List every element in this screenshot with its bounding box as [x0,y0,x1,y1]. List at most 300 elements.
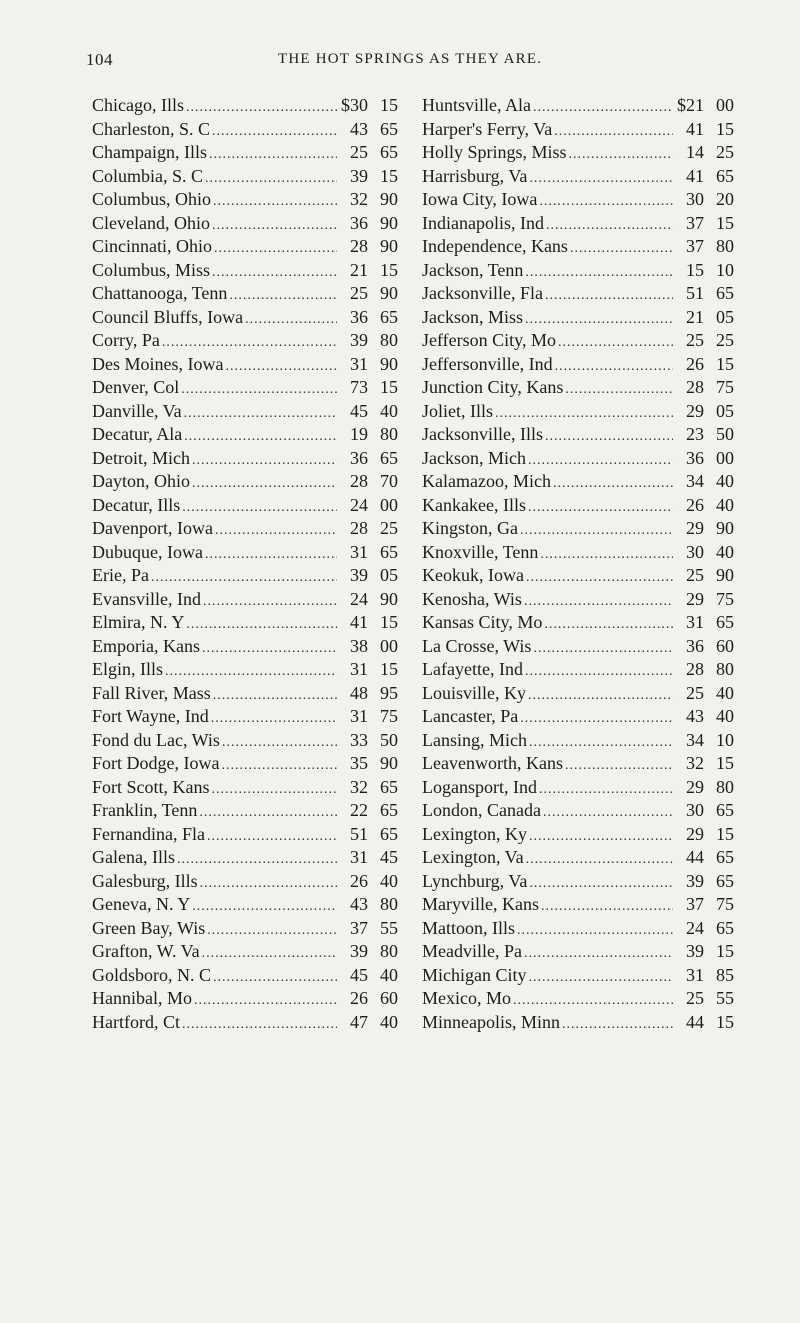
destination-name: Lancaster, Pa [422,706,519,726]
fare-cents: 80 [380,941,398,961]
fare-row [422,189,734,213]
dot-leader [245,312,337,328]
fare-cents: 75 [380,706,398,726]
destination-name: Fernandina, Fla [92,823,205,844]
destination-name: Davenport, Iowa [92,518,213,538]
fare-cents: 05 [380,565,398,585]
fare-cents: 65 [716,283,734,303]
fare-cents: 80 [716,236,734,256]
dot-leader [570,241,673,257]
fare-dollars: 39 [686,941,704,961]
dot-leader [181,382,337,398]
fare-dollars: 29 [686,588,704,609]
fare-row [92,377,398,401]
dot-leader [533,100,673,116]
fare-dollars: 26 [350,870,368,891]
fare-row [422,542,734,566]
destination-name: Jackson, Mich [422,447,526,468]
fare-cents: 60 [380,988,398,1008]
dot-leader [205,547,337,563]
fare-cents: 15 [380,259,398,280]
fare-cents: 80 [380,330,398,350]
fare-dollars: 36 [686,635,704,656]
fare-cents: 15 [716,753,734,773]
destination-name: Fort Dodge, Iowa [92,753,220,773]
dot-leader [545,288,673,304]
fare-row [422,142,734,166]
fare-row [422,448,734,472]
fare-row [422,518,734,542]
fare-row [92,142,398,166]
fare-cents: 00 [380,494,398,515]
dot-leader [192,899,337,915]
destination-name: Jacksonville, Fla [422,283,543,303]
fare-cents: 25 [716,142,734,162]
fare-cents: 05 [716,400,734,421]
dot-leader [212,124,337,140]
destination-name: Logansport, Ind [422,776,537,797]
fare-dollars: 29 [686,776,704,797]
fare-dollars: 34 [686,729,704,750]
fare-cents: 15 [380,95,398,115]
fare-row [92,213,398,237]
fare-row [422,283,734,307]
fare-cents: 90 [380,283,398,303]
fare-row [422,918,734,942]
fare-dollars: 24 [350,588,368,609]
dot-leader [558,335,673,351]
dot-leader [207,829,337,845]
fare-dollars: 48 [350,682,368,703]
destination-name: Galena, Ills [92,847,175,867]
dot-leader [192,476,337,492]
destination-name: Chicago, Ills [92,95,184,115]
dot-leader [203,594,337,610]
page-header [0,50,800,76]
dot-leader [222,735,337,751]
dot-leader [194,993,337,1009]
dot-leader [529,970,674,986]
fare-dollars: 39 [350,941,368,961]
dot-leader [528,688,673,704]
dot-leader [528,500,673,516]
fare-row [92,871,398,895]
fare-cents: 65 [380,541,398,562]
fare-dollars: 15 [686,259,704,280]
dot-leader [539,782,673,798]
fare-dollars: 37 [686,212,704,233]
fare-cents: 90 [380,212,398,233]
destination-name: Decatur, Ala [92,424,183,444]
dot-leader [529,829,673,845]
dot-leader [495,406,673,422]
fare-row [92,918,398,942]
dot-leader [182,1017,337,1033]
fare-row [92,119,398,143]
fare-dollars: 28 [350,236,368,256]
fare-row [92,612,398,636]
dot-leader [202,641,337,657]
fare-row [92,565,398,589]
dot-leader [529,171,673,187]
dot-leader [524,946,673,962]
fare-dollars: 30 [686,189,704,209]
fare-row [92,988,398,1012]
destination-name: Columbia, S. C [92,165,204,186]
fare-row [92,800,398,824]
fare-row [422,730,734,754]
destination-name: Erie, Pa [92,565,149,585]
fare-list-left-column [92,95,398,1035]
destination-name: Joliet, Ills [422,400,493,421]
fare-cents: 15 [380,612,398,632]
fare-dollars: 22 [350,800,368,820]
dot-leader [562,1017,673,1033]
fare-cents: 55 [380,917,398,938]
destination-name: Huntsville, Ala [422,95,531,115]
fare-cents: 65 [380,776,398,797]
dot-leader [544,617,673,633]
fare-cents: 60 [716,635,734,656]
fare-dollars: $30 [341,95,368,115]
fare-dollars: 32 [350,776,368,797]
dot-leader [184,429,337,445]
fare-row [92,589,398,613]
fare-cents: 80 [716,776,734,797]
fare-row [92,236,398,260]
fare-cents: 50 [380,729,398,750]
destination-name: Cleveland, Ohio [92,212,210,233]
fare-dollars: 30 [686,800,704,820]
fare-cents: 15 [716,212,734,233]
fare-dollars: 30 [686,541,704,562]
fare-dollars: 36 [686,447,704,468]
destination-name: Fort Wayne, Ind [92,706,209,726]
fare-cents: 80 [380,424,398,444]
fare-dollars: 31 [350,847,368,867]
fare-dollars: 35 [350,753,368,773]
fare-dollars: 14 [686,142,704,162]
fare-cents: 70 [380,471,398,491]
destination-name: Kankakee, Ills [422,494,526,515]
fare-dollars: 31 [350,353,368,374]
fare-cents: 10 [716,729,734,750]
destination-name: Elgin, Ills [92,659,163,679]
fare-row [422,824,734,848]
fare-row [92,941,398,965]
dot-leader [211,711,337,727]
destination-name: Corry, Pa [92,330,160,350]
dot-leader [520,523,673,539]
fare-row [92,471,398,495]
fare-cents: 20 [716,189,734,209]
fare-dollars: 21 [686,306,704,327]
fare-cents: 65 [380,800,398,820]
dot-leader [207,923,337,939]
fare-cents: 80 [716,659,734,679]
fare-dollars: 36 [350,212,368,233]
fare-row [92,542,398,566]
dot-leader [540,547,673,563]
dot-leader [212,265,337,281]
destination-name: Junction City, Kans [422,377,564,397]
dot-leader [565,758,673,774]
fare-cents: 15 [716,941,734,961]
dot-leader [225,359,337,375]
dot-leader [525,664,673,680]
destination-name: Lafayette, Ind [422,659,523,679]
fare-cents: 90 [380,753,398,773]
dot-leader [214,241,337,257]
destination-name: Charleston, S. C [92,118,211,139]
fare-cents: 45 [380,847,398,867]
fare-cents: 90 [380,236,398,256]
destination-name: Grafton, W. Va [92,941,200,961]
dot-leader [184,406,337,422]
fare-cents: 95 [380,682,398,703]
fare-dollars: 28 [686,377,704,397]
fare-cents: 15 [716,1011,734,1032]
fare-dollars: $21 [677,95,704,115]
fare-cents: 65 [380,118,398,139]
dot-leader [555,359,673,375]
fare-row [92,260,398,284]
fare-dollars: 38 [350,635,368,656]
fare-dollars: 43 [350,118,368,139]
fare-cents: 40 [716,682,734,703]
fare-cents: 65 [716,917,734,938]
destination-name: Green Bay, Wis [92,917,206,938]
dot-leader [205,171,337,187]
destination-name: Michigan City [422,964,527,985]
destination-name: Fond du Lac, Wis [92,729,220,750]
destination-name: Kenosha, Wis [422,588,522,609]
dot-leader [192,453,337,469]
destination-name: Jacksonville, Ills [422,424,543,444]
fare-cents: 50 [716,424,734,444]
destination-name: Franklin, Tenn [92,800,198,820]
fare-dollars: 37 [686,236,704,256]
fare-row [422,424,734,448]
dot-leader [565,382,673,398]
fare-row [422,941,734,965]
fare-cents: 90 [716,565,734,585]
fare-dollars: 31 [350,541,368,562]
fare-row [92,730,398,754]
fare-cents: 40 [380,964,398,985]
fare-cents: 75 [716,377,734,397]
fare-cents: 65 [380,447,398,468]
fare-row [422,965,734,989]
dot-leader [528,453,673,469]
destination-name: London, Canada [422,800,541,820]
fare-row [422,659,734,683]
fare-row [422,213,734,237]
fare-row [92,753,398,777]
fare-row [422,1012,734,1036]
fare-dollars: 31 [350,706,368,726]
fare-dollars: 32 [350,189,368,209]
fare-row [422,166,734,190]
fare-row [422,471,734,495]
destination-name: Fall River, Mass [92,682,211,703]
fare-cents: 00 [716,447,734,468]
dot-leader [520,711,673,727]
fare-row [92,95,398,119]
dot-leader [525,312,673,328]
dot-leader [513,993,673,1009]
fare-dollars: 29 [686,518,704,538]
fare-dollars: 31 [686,964,704,985]
destination-name: Dubuque, Iowa [92,541,203,562]
fare-cents: 00 [380,635,398,656]
dot-leader [569,147,673,163]
fare-row [92,189,398,213]
fare-row [92,965,398,989]
fare-dollars: 44 [686,847,704,867]
dot-leader [529,735,673,751]
fare-dollars: 43 [686,706,704,726]
destination-name: Des Moines, Iowa [92,353,224,374]
fare-cents: 15 [380,165,398,186]
dot-leader [212,218,337,234]
fare-dollars: 26 [686,353,704,374]
dot-leader [524,594,673,610]
fare-cents: 10 [716,259,734,280]
dot-leader [165,664,337,680]
fare-row [92,330,398,354]
fare-cents: 65 [716,870,734,891]
fare-row [92,706,398,730]
fare-cents: 00 [716,95,734,115]
fare-row [422,119,734,143]
fare-row [422,612,734,636]
fare-row [92,424,398,448]
fare-cents: 25 [380,518,398,538]
fare-dollars: 44 [686,1011,704,1032]
destination-name: Harrisburg, Va [422,165,528,186]
fare-dollars: 32 [686,753,704,773]
destination-name: Jefferson City, Mo [422,330,556,350]
dot-leader [177,852,337,868]
destination-name: Knoxville, Tenn [422,541,539,562]
destination-name: Jackson, Miss [422,306,524,327]
destination-name: Galesburg, Ills [92,870,198,891]
fare-row [422,330,734,354]
destination-name: Chattanooga, Tenn [92,283,228,303]
destination-name: Holly Springs, Miss [422,142,567,162]
destination-name: Champaign, Ills [92,142,207,162]
destination-name: Leavenworth, Kans [422,753,563,773]
fare-row [92,1012,398,1036]
fare-cents: 40 [380,1011,398,1032]
fare-dollars: 25 [686,682,704,703]
fare-cents: 40 [716,494,734,515]
fare-dollars: 21 [350,259,368,280]
dot-leader [525,265,673,281]
fare-row [92,777,398,801]
destination-name: Lexington, Va [422,847,524,867]
fare-row [92,448,398,472]
destination-name: Harper's Ferry, Va [422,118,553,139]
destination-name: Indianapolis, Ind [422,212,544,233]
fare-dollars: 41 [350,612,368,632]
dot-leader [212,782,337,798]
destination-name: Denver, Col [92,377,180,397]
destination-name: Council Bluffs, Iowa [92,306,244,327]
fare-row [422,683,734,707]
fare-row [422,706,734,730]
destination-name: Elmira, N. Y [92,612,185,632]
dot-leader [200,876,337,892]
dot-leader [221,758,337,774]
dot-leader [151,570,337,586]
dot-leader [541,899,673,915]
fare-cents: 25 [716,330,734,350]
fare-dollars: 39 [350,165,368,186]
fare-cents: 85 [716,964,734,985]
fare-dollars: 41 [686,118,704,139]
fare-dollars: 45 [350,400,368,421]
fare-dollars: 25 [686,565,704,585]
fare-cents: 65 [716,612,734,632]
destination-name: Columbus, Ohio [92,189,212,209]
fare-cents: 40 [716,541,734,562]
dot-leader [546,218,673,234]
fare-dollars: 39 [350,565,368,585]
fare-dollars: 19 [350,424,368,444]
fare-row [422,847,734,871]
fare-cents: 40 [380,400,398,421]
fare-row [422,800,734,824]
fare-cents: 65 [380,306,398,327]
fare-dollars: 45 [350,964,368,985]
fare-dollars: 51 [686,283,704,303]
destination-name: Lynchburg, Va [422,870,528,891]
dot-leader [229,288,337,304]
destination-name: Jeffersonville, Ind [422,353,553,374]
destination-name: Emporia, Kans [92,635,200,656]
fare-cents: 40 [716,471,734,491]
dot-leader [553,476,673,492]
fare-row [92,283,398,307]
destination-name: La Crosse, Wis [422,635,532,656]
fare-row [92,307,398,331]
destination-name: Columbus, Miss [92,259,211,280]
destination-name: Meadville, Pa [422,941,522,961]
destination-name: Iowa City, Iowa [422,189,538,209]
fare-row [92,354,398,378]
dot-leader [213,688,337,704]
destination-name: Dayton, Ohio [92,471,190,491]
destination-name: Danville, Va [92,400,182,421]
fare-dollars: 28 [350,471,368,491]
destination-name: Louisville, Ky [422,682,526,703]
destination-name: Independence, Kans [422,236,568,256]
fare-dollars: 24 [350,494,368,515]
fare-dollars: 26 [350,988,368,1008]
fare-cents: 90 [380,353,398,374]
destination-name: Mattoon, Ills [422,917,515,938]
fare-row [422,988,734,1012]
destination-name: Keokuk, Iowa [422,565,524,585]
dot-leader [533,641,673,657]
fare-dollars: 24 [686,917,704,938]
fare-dollars: 25 [350,142,368,162]
fare-dollars: 34 [686,471,704,491]
fare-row [92,401,398,425]
destination-name: Decatur, Ills [92,494,181,515]
